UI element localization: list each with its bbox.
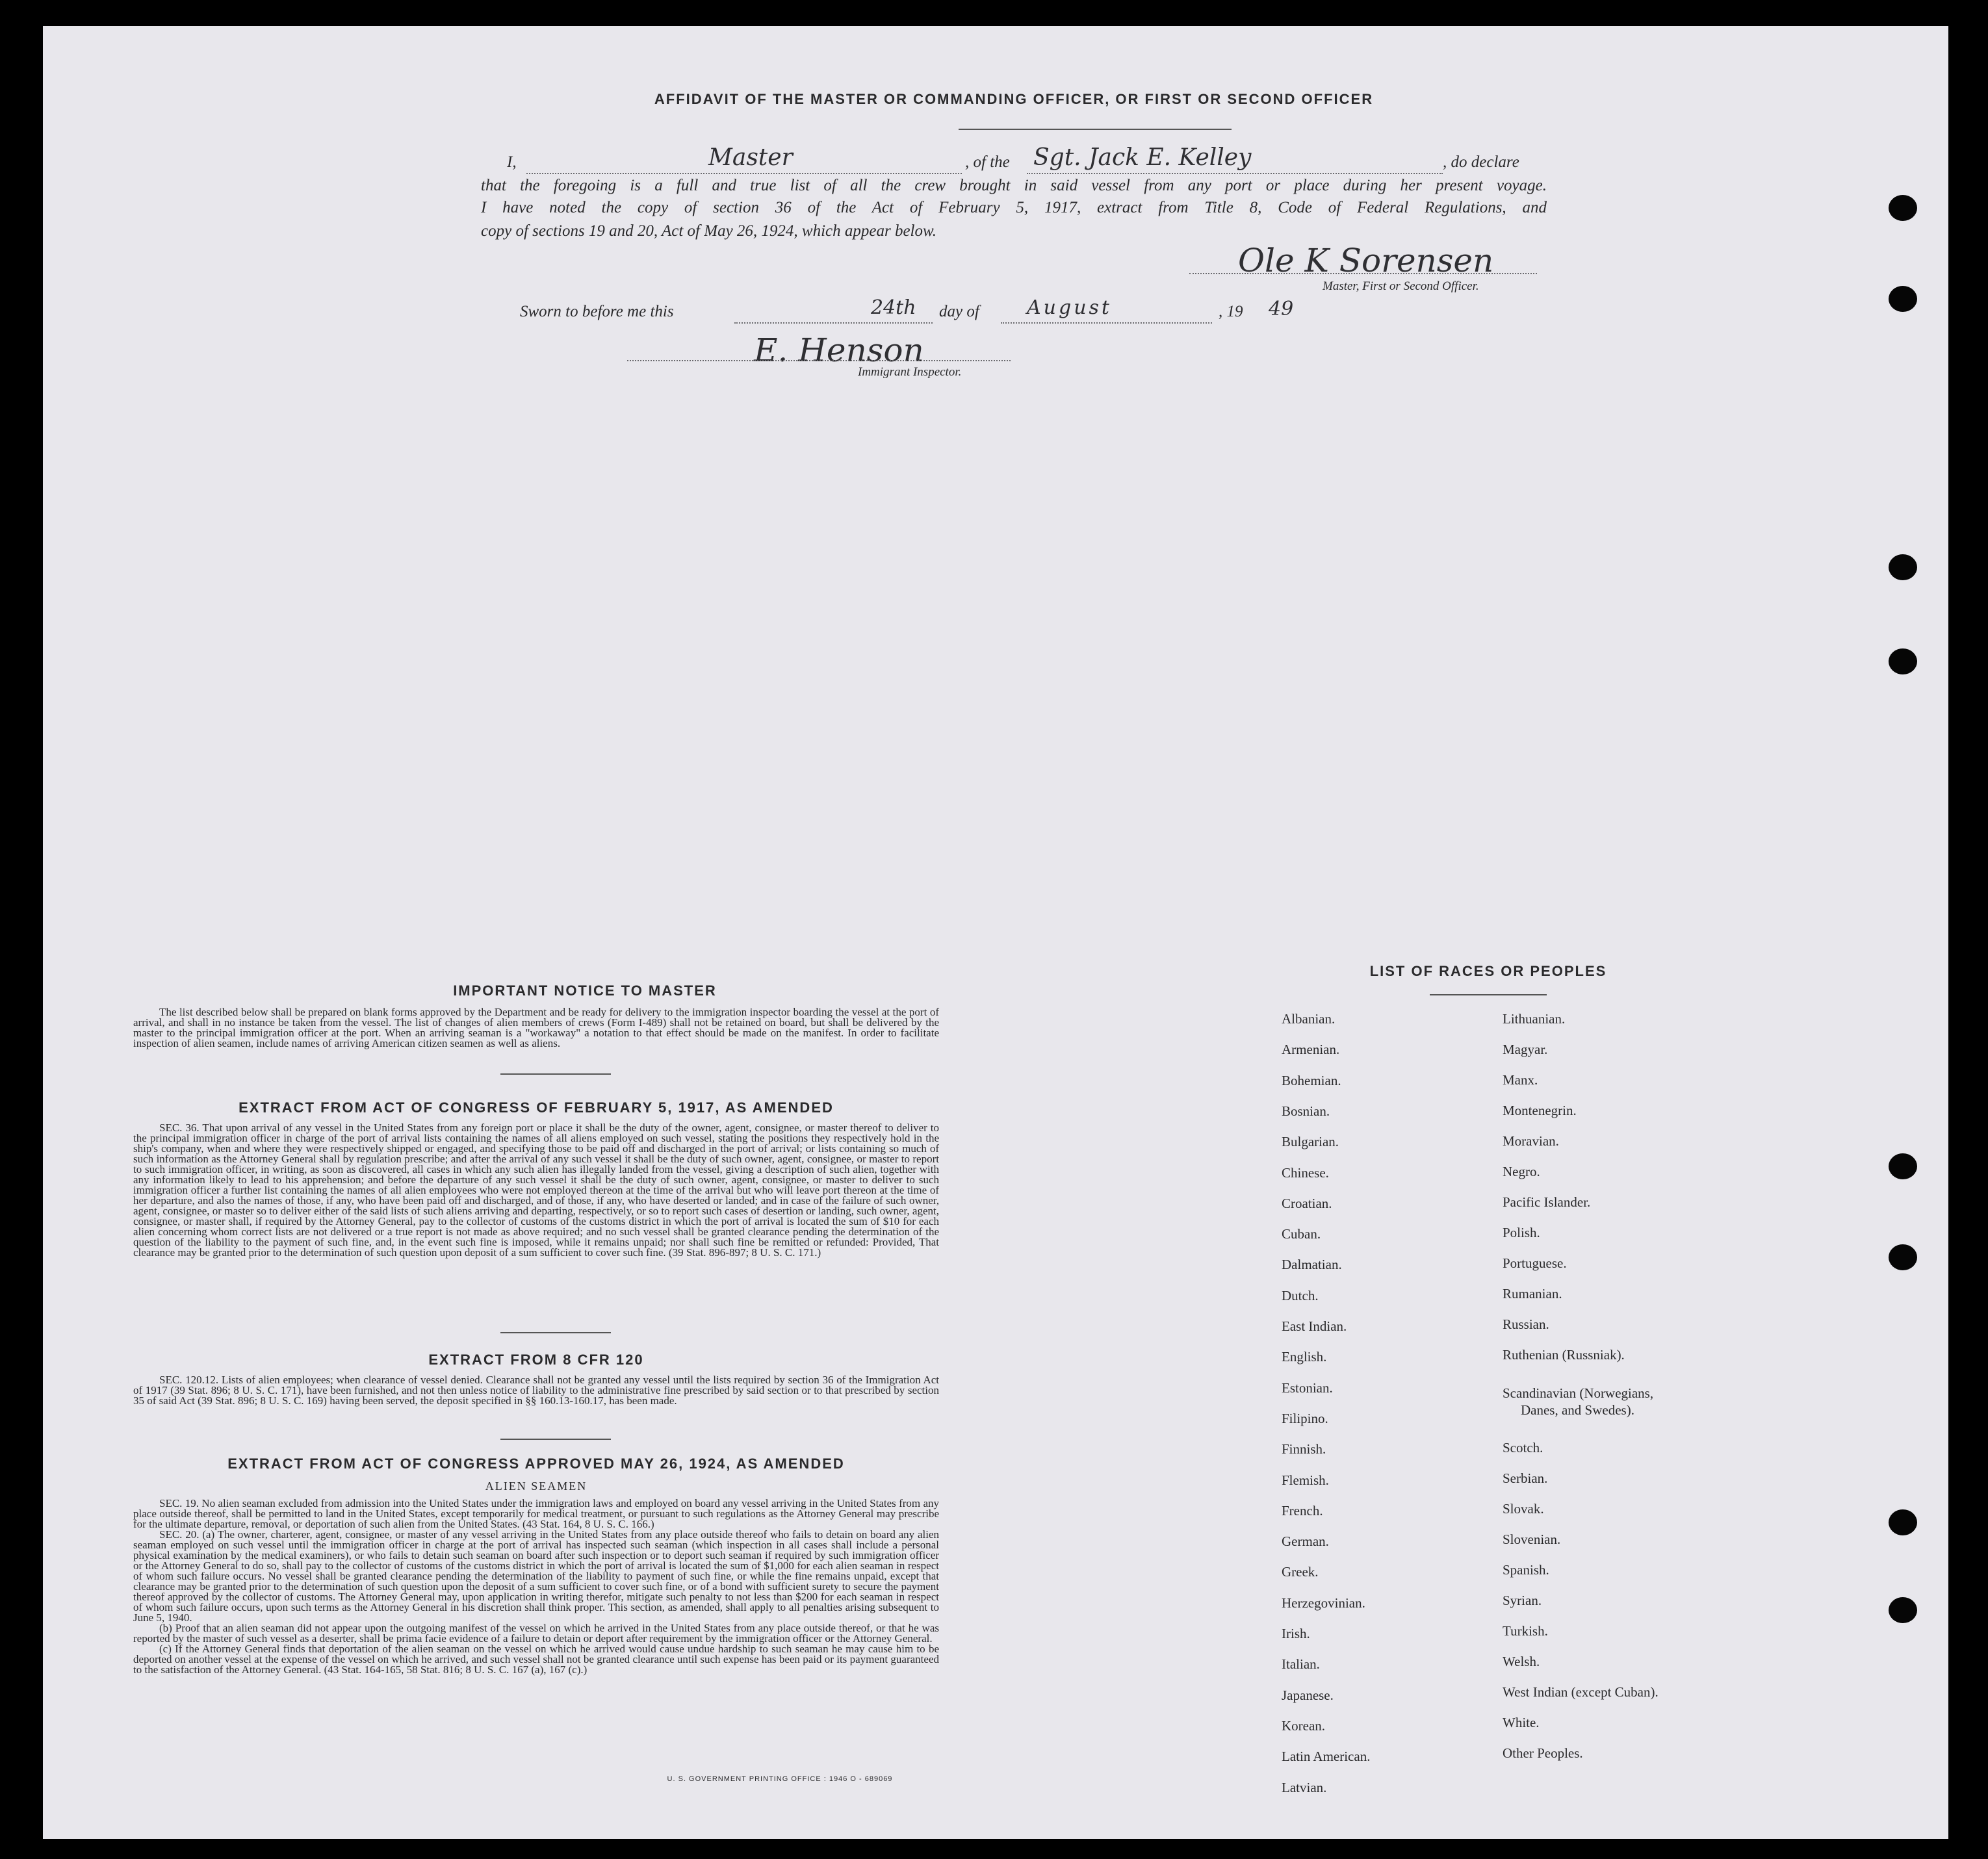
race-item: Latin American. bbox=[1282, 1749, 1371, 1765]
race-item: Scotch. bbox=[1503, 1440, 1543, 1455]
affidavit-line-2: that the foregoing is a full and true list of all the crew brought in said vessel from any port or place during her present voyage. bbox=[481, 177, 1547, 194]
race-item: French. bbox=[1282, 1502, 1323, 1519]
race-item: Croatian. bbox=[1282, 1195, 1332, 1211]
race-item: Turkish. bbox=[1503, 1623, 1548, 1639]
affidavit-line-1 bbox=[481, 144, 1547, 175]
year-prefix: , 19 bbox=[1219, 303, 1243, 320]
race-item: Negro. bbox=[1503, 1164, 1540, 1179]
race-item: Flemish. bbox=[1282, 1472, 1329, 1488]
divider bbox=[500, 1332, 611, 1333]
race-item: Latvian. bbox=[1282, 1779, 1327, 1795]
race-item: Herzegovinian. bbox=[1282, 1595, 1365, 1611]
race-item: Chinese. bbox=[1282, 1164, 1329, 1181]
race-item: Montenegrin. bbox=[1503, 1103, 1577, 1118]
race-item: Magyar. bbox=[1503, 1042, 1548, 1057]
race-item: Finnish. bbox=[1282, 1441, 1326, 1457]
extract-1924-title: EXTRACT FROM ACT OF CONGRESS APPROVED MAY 26, 1924, AS AMENDED bbox=[227, 1455, 845, 1472]
race-item: Dutch. bbox=[1282, 1287, 1319, 1303]
race-item: Japanese. bbox=[1282, 1687, 1334, 1703]
race-item: Polish. bbox=[1503, 1225, 1540, 1240]
master-caption: Master, First or Second Officer. bbox=[1323, 279, 1479, 293]
race-item: Italian. bbox=[1282, 1656, 1320, 1673]
race-item: Filipino. bbox=[1282, 1410, 1328, 1426]
punch-hole bbox=[1889, 1244, 1917, 1270]
race-item: English. bbox=[1282, 1349, 1327, 1365]
extract-1917-body: SEC. 36. That upon arrival of any vessel in the United States from any foreign port or place it shall be the duty of the owner, agent, consignee, or master thereof to deliver to the principal immigration officer in charge of the port of arrival lists containing the names of all aliens employed on such vessel, stating the positions they respectively hold in the ship's company, when and where they were respectively shipped or engaged, and specifying those to be paid off and discharged in the port of arrival; or lists containing so much of such information as the Attorney General shall by regulation prescribe; and after the arrival of any such vessel it shall be the duty of such owner, agent, consignee, or master to report to such immigration officer, in writing, as soon as discovered, all cases in which any such alien has illegally landed from the vessel, giving a description of such alien, together with any information likely to lead to his apprehension; and before the departure of any such vessel it shall be the duty of such owner, agent, consignee, or master to deliver to such immigration officer a further list containing the names of all alien employees who were not employed thereon at the time of the arrival but who will leave port thereon at the time of her departure, and also the names of those, if any, who have been paid off and discharged, and of those, if any, who have deserted or landed; and in case of the failure of such owner, agent, consignee, or master so to deliver either of the said lists of such aliens arriving and departing, respectively, or so to report such cases of desertion or landing, such owner, agent, consignee, or master shall, if required by the Attorney General, pay to the collector of customs of the customs district in which the port of arrival is located the sum of $10 for each alien concerning whom correct lists are not delivered or a true report is not made as above required; and no such vessel shall be granted clearance pending the determination of the question of the liability to the payment of such fine, and, in the event such fine is imposed, while it remains unpaid; nor shall such fine be remitted or refunded: Provided, That clearance may be granted prior to the determination of such question upon deposit of a sum sufficient to cover such fine. (39 Stat. 896-897; 8 U. S. C. 171.) bbox=[133, 1122, 939, 1259]
race-item: Manx. bbox=[1503, 1072, 1538, 1088]
inspector-signature: E. Henson bbox=[754, 331, 924, 369]
race-item: Greek. bbox=[1282, 1564, 1319, 1580]
race-item: Serbian. bbox=[1503, 1470, 1548, 1486]
sworn-line bbox=[520, 296, 1300, 326]
punch-hole bbox=[1889, 286, 1917, 312]
extract-1924-subtitle: ALIEN SEAMEN bbox=[485, 1480, 587, 1493]
punch-hole bbox=[1889, 1597, 1917, 1623]
race-item: Albanian. bbox=[1282, 1011, 1336, 1027]
race-item: Spanish. bbox=[1503, 1562, 1549, 1578]
master-signature: Ole K Sorensen bbox=[1238, 242, 1494, 279]
printing-office-footer: U. S. GOVERNMENT PRINTING OFFICE : 1946 O - 689069 bbox=[667, 1775, 893, 1783]
race-item: Bosnian. bbox=[1282, 1103, 1330, 1119]
notice-body: The list described below shall be prepared on blank forms approved by the Department and be ready for delivery to the immigration inspector boarding the vessel at the port of arrival, and shall in no instance be taken from the vessel. The list of changes of alien members of crews (Form I-489) shall not be retained on board, but shall be delivered by the master to the principal immigration officer at the port. When an arriving seaman is a "workaway" a notation to that effect should be made on the manifest. In order to facilitate inspection of alien seamen, include names of arriving American citizen seamen as well as aliens. bbox=[133, 1006, 939, 1049]
race-item: Syrian. bbox=[1503, 1593, 1542, 1608]
day-of-label: day of bbox=[939, 303, 979, 320]
race-item: White. bbox=[1503, 1715, 1540, 1730]
punch-hole bbox=[1889, 648, 1917, 674]
race-item: Slovenian. bbox=[1503, 1532, 1561, 1547]
race-item: Rumanian. bbox=[1503, 1286, 1562, 1301]
races-title-rule bbox=[1430, 994, 1547, 995]
affidavit-line-3: I have noted the copy of section 36 of the Act of February 5, 1917, extract from Title 8, Code of Federal Regulations, and bbox=[481, 199, 1547, 216]
affidavit-line-4: copy of sections 19 and 20, Act of May 26, 1924, which appear below. bbox=[481, 222, 937, 240]
punch-hole bbox=[1889, 1153, 1917, 1179]
race-item: Bohemian. bbox=[1282, 1072, 1341, 1088]
race-item: Irish. bbox=[1282, 1626, 1310, 1641]
top-rule bbox=[959, 129, 1232, 130]
race-item: Korean. bbox=[1282, 1717, 1326, 1734]
race-item: Danes, and Swedes). bbox=[1521, 1402, 1634, 1418]
declarant-prefix: I, bbox=[507, 153, 517, 171]
race-item: Cuban. bbox=[1282, 1226, 1321, 1242]
vessel-name-handwritten: Sgt. Jack E. Kelley bbox=[1033, 144, 1252, 171]
race-item: Pacific Islander. bbox=[1503, 1194, 1591, 1210]
extract-cfr-title: EXTRACT FROM 8 CFR 120 bbox=[428, 1352, 644, 1368]
divider bbox=[500, 1439, 611, 1440]
of-the-label: , of the bbox=[965, 153, 1010, 171]
race-item: West Indian (except Cuban). bbox=[1503, 1684, 1659, 1700]
master-signature-line bbox=[1189, 259, 1537, 274]
race-item: Estonian. bbox=[1282, 1379, 1333, 1396]
inspector-signature-line bbox=[627, 346, 1011, 361]
extract-1917-title: EXTRACT FROM ACT OF CONGRESS OF FEBRUARY 5, 1917, AS AMENDED bbox=[239, 1099, 834, 1116]
section-19: SEC. 19. No alien seaman excluded from admission into the United States under the immigration laws and employed on board any vessel arriving in the United States from any place outside thereof, shall be permitted to land in the United States, except temporarily for medical treatment, or pursuant to such regulations as the Attorney General may prescribe for the ultimate departure, removal, or deportation of such alien from the United States. (43 Stat. 164, 8 U. S. C. 166.) bbox=[133, 1497, 939, 1530]
punch-hole bbox=[1889, 195, 1917, 221]
races-title: LIST OF RACES OR PEOPLES bbox=[1369, 963, 1607, 979]
race-item: East Indian. bbox=[1282, 1318, 1347, 1334]
race-item: Russian. bbox=[1503, 1316, 1549, 1332]
race-item: Scandinavian (Norwegians, bbox=[1503, 1385, 1654, 1401]
do-declare-label: , do declare bbox=[1443, 153, 1519, 171]
sworn-month-handwritten: August bbox=[1027, 296, 1112, 319]
inspector-caption: Immigrant Inspector. bbox=[858, 365, 962, 379]
race-item: Bulgarian. bbox=[1282, 1134, 1339, 1150]
year-handwritten: 49 bbox=[1269, 298, 1294, 320]
divider bbox=[500, 1073, 611, 1075]
sworn-day-handwritten: 24th bbox=[871, 296, 916, 319]
race-item: Moravian. bbox=[1503, 1133, 1559, 1149]
declarant-title-handwritten: Master bbox=[708, 144, 793, 171]
sworn-label: Sworn to before me this bbox=[520, 303, 674, 320]
race-item: Armenian. bbox=[1282, 1042, 1340, 1058]
race-item: German. bbox=[1282, 1533, 1329, 1550]
section-20c: (c) If the Attorney General finds that deportation of the alien seaman on the vessel on which he arrived would cause undue hardship to such seaman he may cause him to be deported on another vessel at the expense of the vessel on which he arrived, and such vessel shall not be granted clearance until such expense has been paid or its payment guaranteed to the satisfaction of the Attorney General. (43 Stat. 164-165, 58 Stat. 816; 8 U. S. C. 167 (a), 167 (c).) bbox=[133, 1643, 939, 1676]
punch-hole bbox=[1889, 554, 1917, 580]
punch-hole bbox=[1889, 1509, 1917, 1535]
section-20b: (b) Proof that an alien seaman did not appear upon the outgoing manifest of the vessel on which he arrived in the United States from any place outside thereof, or that he was reported by the master of such vessel as a deserter, shall be prima facie evidence of a failure to detain or deport after requirement by the immigration officer or the Attorney General. bbox=[133, 1622, 939, 1645]
section-20a: SEC. 20. (a) The owner, charterer, agent, consignee, or master of any vessel arriving in the United States from any place outside thereof who fails to detain on board any alien seaman employed on such vessel until the immigration officer in charge at the port of arrival has inspected such seaman (which inspection in all cases shall include a personal physical examination by the medical examiners), or who fails to detain such seaman on board after such inspection or to deport such seaman if required by such immigration officer or the Attorney General to do so, shall pay to the collector of customs of the customs district in which the port of arrival is located the sum of $1,000 for each alien seaman in respect of whom such failure occurs. No vessel shall be granted clearance pending the determination of the liability to payment of such fine, or while the fine remains unpaid, except that clearance may be granted prior to the determination of such question upon the deposit of a sum sufficient to cover such fine, or of a bond with sufficient surety to secure the payment thereof approved by the collector of customs. The Attorney General may, upon application in writing therefor, mitigate such penalty to not less than $200 for each seaman in respect of whom such failure occurs, upon such terms as the Attorney General in his discretion shall think proper. This section, as amended, shall apply to all penalties arising subsequent to June 5, 1940. bbox=[133, 1528, 939, 1624]
notice-title: IMPORTANT NOTICE TO MASTER bbox=[453, 982, 717, 999]
race-item: Ruthenian (Russniak). bbox=[1503, 1347, 1625, 1363]
extract-1924-body bbox=[133, 1498, 939, 1675]
race-item: Lithuanian. bbox=[1503, 1011, 1566, 1027]
race-item: Welsh. bbox=[1503, 1654, 1540, 1669]
race-item: Portuguese. bbox=[1503, 1255, 1567, 1271]
affidavit-title: AFFIDAVIT OF THE MASTER OR COMMANDING OFFICER, OR FIRST OR SECOND OFFICER bbox=[654, 91, 1374, 107]
race-item: Other Peoples. bbox=[1503, 1745, 1583, 1761]
race-item: Slovak. bbox=[1503, 1501, 1544, 1517]
extract-cfr-body: SEC. 120.12. Lists of alien employees; when clearance of vessel denied. Clearance shall not be granted any vessel until the lists required by section 36 of the Immigration Act of 1917 (39 Stat. 896; 8 U. S. C. 171), have been furnished, and not then unless notice of liability to the administrative fine prescribed by said section or to that prescribed by section 35 of said Act (39 Stat. 896; 8 U. S. C. 169) having been served, the deposit specified in §§ 160.13-160.17, has been made. bbox=[133, 1374, 939, 1407]
race-item: Dalmatian. bbox=[1282, 1257, 1342, 1273]
